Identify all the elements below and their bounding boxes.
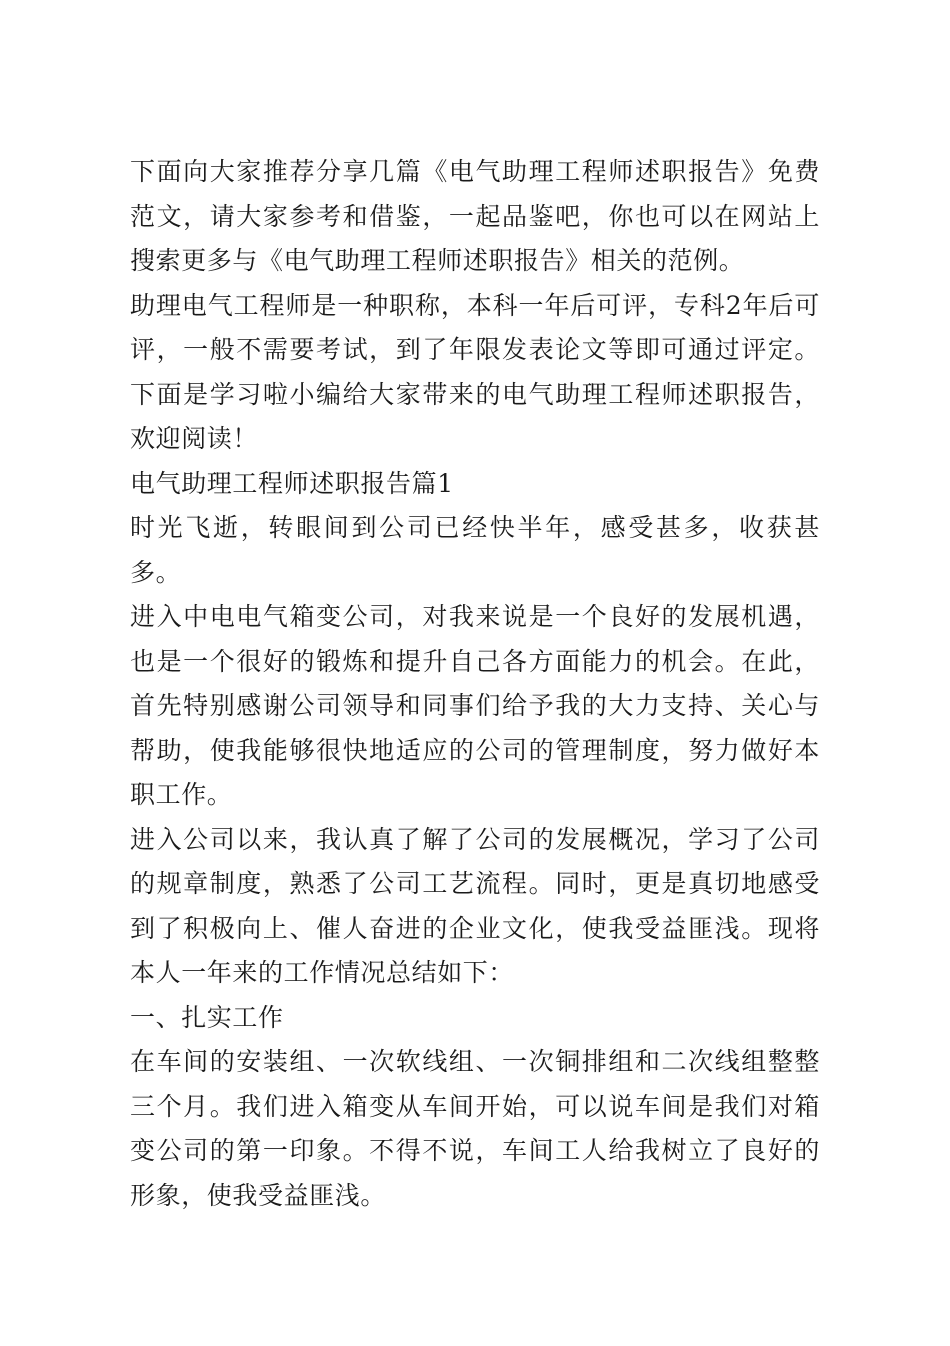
section-title: 电气助理工程师述职报告篇1 — [130, 468, 454, 498]
definition-paragraph: 助理电气工程师是一种职称，本科一年后可评，专科2年后可评，一般不需要考试，到了年限发表论文等即可通过评定。下面是学习啦小编给大家带来的电气助理工程师述职报告，欢迎阅读！ — [130, 290, 820, 453]
body-paragraph: 时光飞逝，转眼间到公司已经快半年，感受甚多，收获甚多。 — [130, 513, 820, 587]
document-body — [130, 150, 820, 1218]
body-paragraph: 进入公司以来，我认真了解了公司的发展概况，学习了公司的规章制度，熟悉了公司工艺流程。同时，更是真切地感受到了积极向上、催人奋进的企业文化，使我受益匪浅。现将本人一年来的工作情况总结如下： — [130, 824, 820, 987]
intro-paragraph: 下面向大家推荐分享几篇《电气助理工程师述职报告》免费范文，请大家参考和借鉴，一起品鉴吧，你也可以在网站上搜索更多与《电气助理工程师述职报告》相关的范例。 — [130, 157, 820, 275]
subheading: 一、扎实工作 — [130, 1002, 284, 1032]
body-paragraph: 进入中电电气箱变公司，对我来说是一个良好的发展机遇，也是一个很好的锻炼和提升自己各方面能力的机会。在此，首先特别感谢公司领导和同事们给予我的大力支持、关心与帮助，使我能够很快地适应的公司的管理制度，努力做好本职工作。 — [130, 602, 820, 809]
body-paragraph: 在车间的安装组、一次软线组、一次铜排组和二次线组整整三个月。我们进入箱变从车间开始，可以说车间是我们对箱变公司的第一印象。不得不说，车间工人给我树立了良好的形象，使我受益匪浅。 — [130, 1047, 820, 1210]
